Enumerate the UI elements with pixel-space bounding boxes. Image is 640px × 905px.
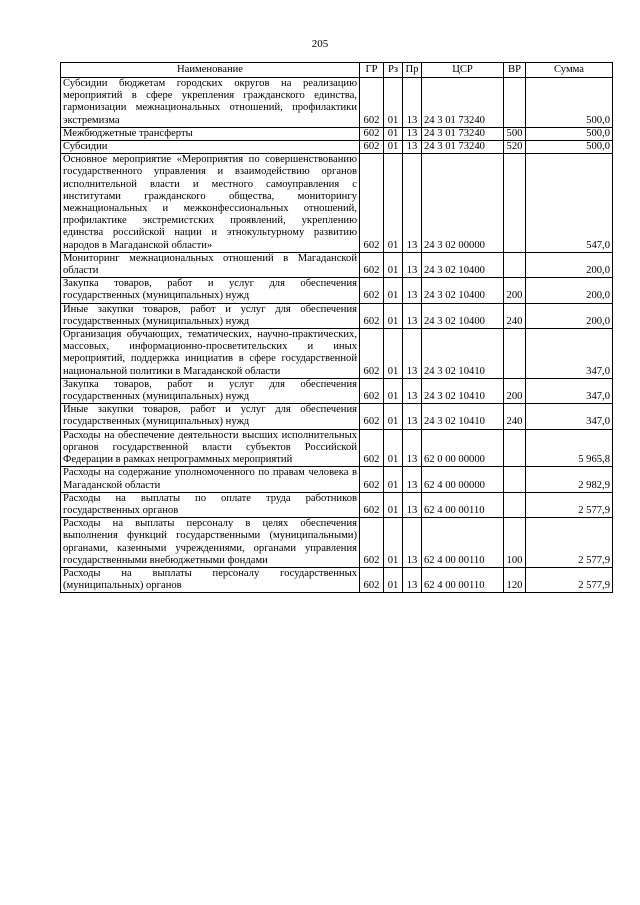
cell-pr: 13: [403, 78, 422, 128]
cell-pr: 13: [403, 154, 422, 253]
cell-pr: 13: [403, 404, 422, 429]
header-name: Наименование: [61, 63, 360, 78]
cell-name: Расходы на содержание уполномоченного по правам человека в Магаданской области: [61, 467, 360, 492]
cell-name: Межбюджетные трансферты: [61, 127, 360, 140]
cell-gr: 602: [360, 492, 384, 517]
cell-rz: 01: [384, 154, 403, 253]
header-vr: ВР: [504, 63, 526, 78]
cell-csr: 24 3 02 10400: [422, 303, 504, 328]
cell-rz: 01: [384, 78, 403, 128]
cell-sum: 500,0: [526, 78, 613, 128]
table-row: [61, 404, 613, 429]
cell-rz: 01: [384, 278, 403, 303]
cell-pr: 13: [403, 329, 422, 379]
cell-gr: 602: [360, 278, 384, 303]
cell-sum: 5 965,8: [526, 429, 613, 467]
cell-rz: 01: [384, 404, 403, 429]
cell-gr: 602: [360, 518, 384, 568]
cell-pr: 13: [403, 378, 422, 403]
cell-csr: 24 3 02 10410: [422, 329, 504, 379]
cell-name: Основное мероприятие «Мероприятия по совершенствованию государственного управления и взаимодействию органов исполнительной власти и местного самоуправления с институтами гражданского общества, мониторингу межнациональных и межконфессиональных отношений, профилактике экстремистских проявлений, укреплению единства российской нации и этнокультурному развитию народов в Магаданской области»: [61, 154, 360, 253]
cell-name: Закупка товаров, работ и услуг для обеспечения государственных (муниципальных) нужд: [61, 378, 360, 403]
cell-vr: 120: [504, 567, 526, 592]
cell-name: Организация обучающих, тематических, научно-практических, массовых, информационно-просветительских и иных мероприятий, поддержка инициатив в сфере государственной национальной политики в Магаданской области: [61, 329, 360, 379]
cell-sum: 347,0: [526, 404, 613, 429]
cell-sum: 200,0: [526, 303, 613, 328]
cell-rz: 01: [384, 467, 403, 492]
cell-pr: 13: [403, 127, 422, 140]
cell-gr: 602: [360, 141, 384, 154]
cell-sum: 2 577,9: [526, 567, 613, 592]
cell-pr: 13: [403, 492, 422, 517]
table-row: [61, 278, 613, 303]
header-rz: Рз: [384, 63, 403, 78]
cell-csr: 24 3 02 10410: [422, 378, 504, 403]
cell-pr: 13: [403, 278, 422, 303]
cell-name: Иные закупки товаров, работ и услуг для обеспечения государственных (муниципальных) нужд: [61, 404, 360, 429]
cell-vr: [504, 252, 526, 277]
cell-csr: 24 3 01 73240: [422, 127, 504, 140]
cell-gr: 602: [360, 303, 384, 328]
table-body: [61, 78, 613, 593]
cell-rz: 01: [384, 567, 403, 592]
cell-gr: 602: [360, 252, 384, 277]
cell-vr: [504, 492, 526, 517]
cell-rz: 01: [384, 429, 403, 467]
cell-csr: 62 0 00 00000: [422, 429, 504, 467]
cell-csr: 62 4 00 00110: [422, 567, 504, 592]
cell-sum: 2 577,9: [526, 518, 613, 568]
cell-gr: 602: [360, 404, 384, 429]
cell-name: Субсидии бюджетам городских округов на реализацию мероприятий в сфере укрепления гражданского единства, гармонизации межнациональных отношений, профилактики экстремизма: [61, 78, 360, 128]
table-row: [61, 154, 613, 253]
cell-vr: 200: [504, 278, 526, 303]
cell-sum: 547,0: [526, 154, 613, 253]
table-row: [61, 518, 613, 568]
cell-sum: 2 577,9: [526, 492, 613, 517]
cell-gr: 602: [360, 329, 384, 379]
cell-name: Расходы на выплаты персоналу государственных (муниципальных) органов: [61, 567, 360, 592]
cell-gr: 602: [360, 378, 384, 403]
cell-name: Расходы на выплаты по оплате труда работников государственных органов: [61, 492, 360, 517]
cell-csr: 24 3 01 73240: [422, 141, 504, 154]
cell-gr: 602: [360, 78, 384, 128]
cell-pr: 13: [403, 252, 422, 277]
cell-name: Расходы на обеспечение деятельности высших исполнительных органов государственной власти субъектов Российской Федерации в рамках непрограммных мероприятий: [61, 429, 360, 467]
cell-rz: 01: [384, 492, 403, 517]
table-row: [61, 378, 613, 403]
cell-name: Иные закупки товаров, работ и услуг для обеспечения государственных (муниципальных) нужд: [61, 303, 360, 328]
cell-pr: 13: [403, 429, 422, 467]
cell-pr: 13: [403, 141, 422, 154]
cell-rz: 01: [384, 303, 403, 328]
table-row: [61, 141, 613, 154]
cell-rz: 01: [384, 518, 403, 568]
cell-gr: 602: [360, 567, 384, 592]
cell-pr: 13: [403, 518, 422, 568]
cell-csr: 24 3 02 10400: [422, 252, 504, 277]
cell-sum: 200,0: [526, 278, 613, 303]
cell-gr: 602: [360, 467, 384, 492]
table-row: [61, 127, 613, 140]
cell-vr: 100: [504, 518, 526, 568]
cell-sum: 500,0: [526, 127, 613, 140]
cell-csr: 24 3 02 00000: [422, 154, 504, 253]
cell-vr: [504, 467, 526, 492]
cell-name: Субсидии: [61, 141, 360, 154]
cell-sum: 347,0: [526, 329, 613, 379]
cell-vr: 240: [504, 303, 526, 328]
table-header-row: [61, 63, 613, 78]
table-row: [61, 252, 613, 277]
cell-csr: 62 4 00 00110: [422, 492, 504, 517]
cell-vr: [504, 154, 526, 253]
cell-rz: 01: [384, 378, 403, 403]
table-row: [61, 467, 613, 492]
cell-sum: 347,0: [526, 378, 613, 403]
budget-table: [60, 62, 613, 593]
cell-rz: 01: [384, 252, 403, 277]
cell-vr: 200: [504, 378, 526, 403]
cell-vr: 500: [504, 127, 526, 140]
cell-vr: 240: [504, 404, 526, 429]
table-row: [61, 78, 613, 128]
cell-rz: 01: [384, 127, 403, 140]
cell-pr: 13: [403, 467, 422, 492]
cell-csr: 24 3 01 73240: [422, 78, 504, 128]
table-row: [61, 303, 613, 328]
header-gr: ГР: [360, 63, 384, 78]
cell-vr: 520: [504, 141, 526, 154]
table-row: [61, 567, 613, 592]
cell-csr: 24 3 02 10400: [422, 278, 504, 303]
cell-csr: 24 3 02 10410: [422, 404, 504, 429]
cell-name: Расходы на выплаты персоналу в целях обеспечения выполнения функций государственными (муниципальными) органами, казенными учреждениями, органами управления государственными внебюджетными фондами: [61, 518, 360, 568]
cell-sum: 500,0: [526, 141, 613, 154]
cell-sum: 2 982,9: [526, 467, 613, 492]
cell-pr: 13: [403, 567, 422, 592]
cell-vr: [504, 429, 526, 467]
cell-rz: 01: [384, 141, 403, 154]
table-row: [61, 329, 613, 379]
page-number: 205: [311, 38, 329, 50]
cell-vr: [504, 78, 526, 128]
cell-name: Закупка товаров, работ и услуг для обеспечения государственных (муниципальных) нужд: [61, 278, 360, 303]
cell-sum: 200,0: [526, 252, 613, 277]
table-row: [61, 429, 613, 467]
cell-pr: 13: [403, 303, 422, 328]
header-pr: Пр: [403, 63, 422, 78]
cell-name: Мониторинг межнациональных отношений в Магаданской области: [61, 252, 360, 277]
cell-rz: 01: [384, 329, 403, 379]
header-sum: Сумма: [526, 63, 613, 78]
cell-csr: 62 4 00 00000: [422, 467, 504, 492]
table-row: [61, 492, 613, 517]
cell-vr: [504, 329, 526, 379]
cell-gr: 602: [360, 154, 384, 253]
cell-gr: 602: [360, 429, 384, 467]
cell-gr: 602: [360, 127, 384, 140]
cell-csr: 62 4 00 00110: [422, 518, 504, 568]
header-csr: ЦСР: [422, 63, 504, 78]
